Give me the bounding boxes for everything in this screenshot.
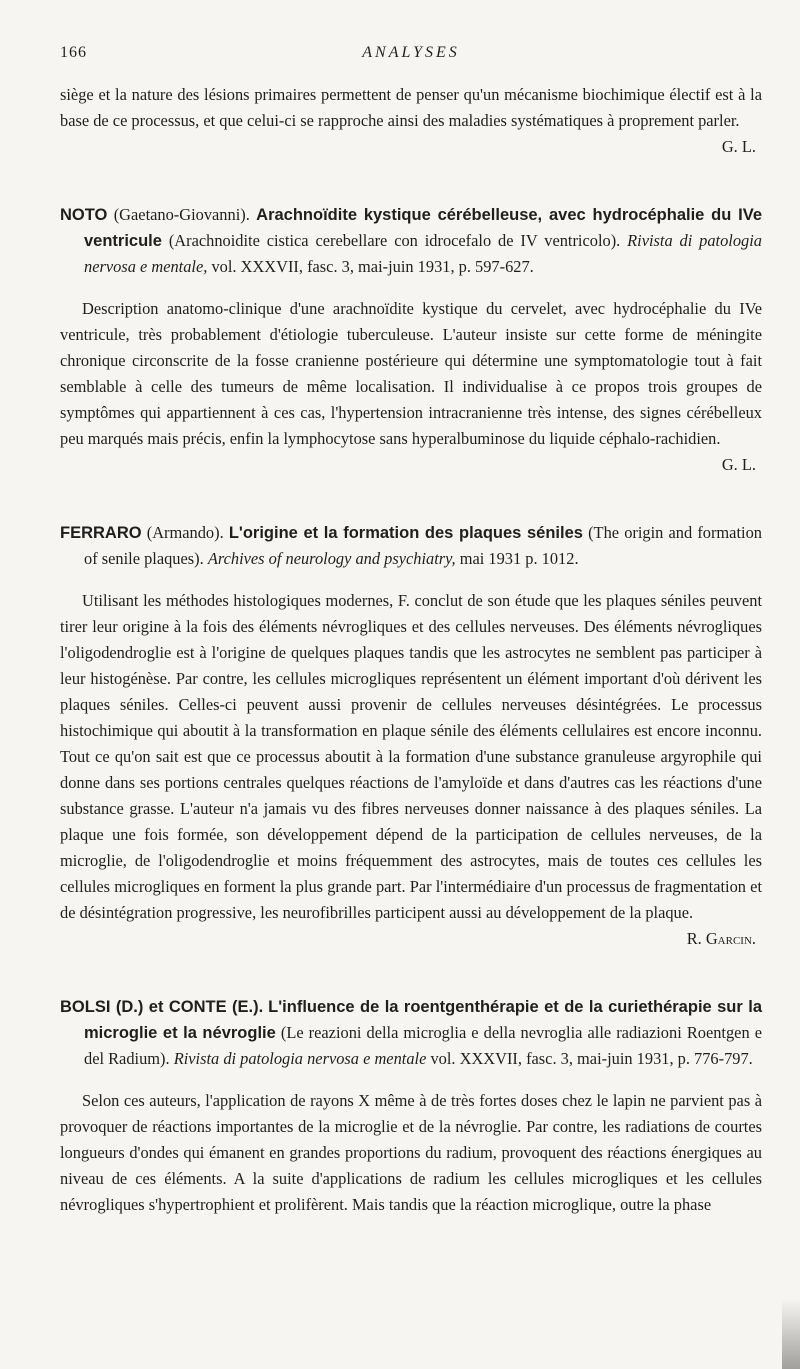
entry-paragraph: Utilisant les méthodes histologiques modernes, F. conclut de son étude que les plaques séniles peuvent tirer leur origine à la fois des éléments névrogliques et des cellules nerveuses. Des éléments névrogliques l'oligodendroglie est à l'origine de quelques plaques tandis que les astrocytes ne semblent pas participer à leur histogénèse. Par contre, les cellules microgliques représentent un élément important d'où dérivent les plaques séniles. Celles-ci peuvent aussi provenir de cellules nerveuses désintégrées. Le processus histochimique qui aboutit à la transformation en plaque sénile des éléments cellulaires est encore inconnu. Tout ce qu'on sait est que ce processus aboutit à la formation d'une substance granuleuse argyrophile qui donne dans ses portions centrales quelques réactions de l'amyloïde et dans d'autres cas les réactions d'une substance grasse. L'auteur n'a jamais vu des fibres nerveuses donner naissance à des plaques séniles. La plaque une fois formée, son développement dépend de la participation de cellules nerveuses, de la microglie, de l'oligodendroglie et moins fréquemment des astrocytes, mais de toutes ces cellules les cellules microgliques en forment la plus grande part. Par l'intermédiaire d'un processus de fragmentation et de désintégration progressive, les neurofibrilles participent aussi au développement de la plaque. [60, 591, 762, 922]
entry-heading [60, 520, 762, 572]
intro-paragraph: siège et la nature des lésions primaires permettent de penser qu'un mécanisme biochimique électif est à la base de ce processus, et que celui-ci se rapproche ainsi des maladies systématiques à proprement parler. [60, 85, 762, 130]
page-number: 166 [60, 44, 87, 61]
entry-heading [60, 994, 762, 1072]
entry-authors: BOLSI (D.) et CONTE (E.). [60, 998, 264, 1016]
entry-reference: vol. XXXVII, fasc. 3, mai-juin 1931, p. 776-797. [430, 1049, 753, 1068]
entry-author-detail: (Gaetano-Giovanni). [113, 205, 250, 224]
entry-journal: Rivista di patologia nervosa e mentale, [84, 231, 762, 276]
entry-paragraph: Description anatomo-clinique d'une arachnoïdite kystique du cervelet, avec hydrocéphalie du IVe ventricule, très probablement d'étiologie tuberculeuse. L'auteur insiste sur cette forme de méningite chronique circonscrite de la fosse cranienne postérieure qui détermine une symptomatologie tout à fait semblable à celle des tumeurs de même localisation. Il individualise à ce propos trois groupes de symptômes qui appartiennent à ces cas, l'hypertension intracranienne très intense, des signes cérébelleux peu marqués mais précis, enfin la lymphocytose sans hyperalbuminose du liquide céphalo-rachidien. [60, 299, 762, 448]
entry-title: L'influence de la roentgenthérapie et de la curiethérapie sur la microglie et la névroglie [84, 998, 762, 1042]
scan-edge-shadow [782, 1299, 800, 1369]
review-entry [60, 994, 762, 1218]
entry-paragraph: Selon ces auteurs, l'application de rayons X même à de très fortes doses chez le lapin ne parvient pas à provoquer de réactions importantes de la microglie et de la névroglie. Par contre, les radiations de courtes longueurs d'ondes qui émanent en grandes proportions du radium, provoquent des réactions énergiques au niveau de ces éléments. A la suite d'applications de radium les cellules microgliques et les cellules névrogliques s'hypertrophient et prolifèrent. Mais tandis que la réaction microglique, outre la phase [60, 1091, 762, 1214]
entry-reference: vol. XXXVII, fasc. 3, mai-juin 1931, p. 597-627. [211, 257, 534, 276]
entry-author-detail: (Armando). [146, 523, 224, 542]
entry-journal: Archives of neurology and psychiatry, [207, 549, 456, 568]
entry-journal: Rivista di patologia nervosa e mentale [173, 1049, 427, 1068]
entry-title: L'origine et la formation des plaques séniles [228, 524, 583, 542]
page-content [60, 82, 762, 1218]
running-title: ANALYSES [362, 44, 460, 61]
entry-authors: NOTO [60, 206, 108, 224]
review-entry [60, 520, 762, 952]
entry-signature: G. L. [721, 455, 756, 474]
entry-original-title: (Arachnoidite cistica cerebellare con idrocefalo de IV ventricolo). [168, 231, 621, 250]
review-entry [60, 202, 762, 478]
entry-heading [60, 202, 762, 280]
entry-original-title: (Le reazioni della microglia e della nevroglia alle radiazioni Roentgen e del Radium). [84, 1023, 762, 1068]
page-header [60, 44, 762, 68]
intro-signature: G. L. [721, 137, 756, 156]
entry-signature: R. Garcin. [686, 929, 756, 948]
entry-authors: FERRARO [60, 524, 142, 542]
entry-reference: mai 1931 p. 1012. [459, 549, 579, 568]
entry-title: Arachnoïdite kystique cérébelleuse, avec hydrocéphalie du IVe ventricule [84, 206, 762, 250]
entry-original-title: (The origin and formation of senile plaques). [84, 523, 762, 568]
